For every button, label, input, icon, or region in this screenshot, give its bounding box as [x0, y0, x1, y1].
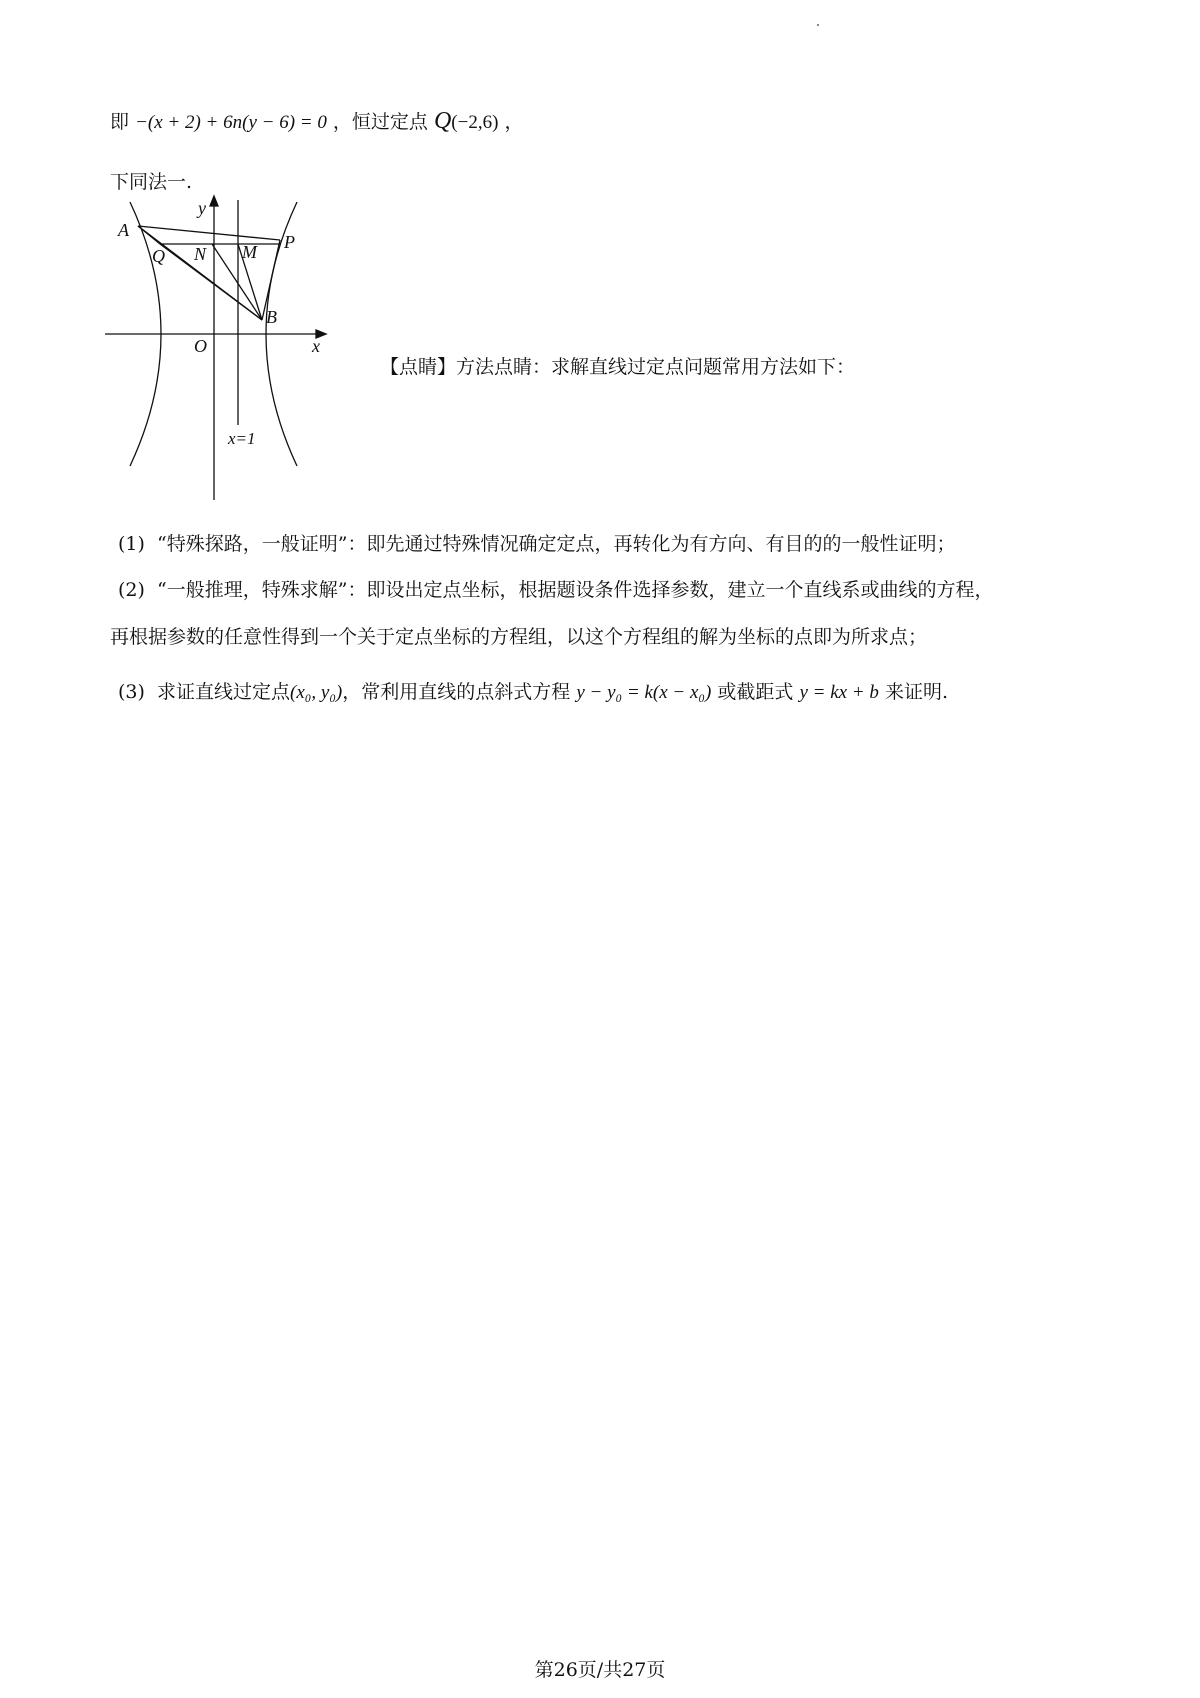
- fixed-point-coords: (x₀, y₀): [290, 682, 343, 703]
- point-q-name: Q: [433, 108, 452, 134]
- item-text-1: 求证直线过定点: [157, 681, 291, 703]
- item-text-4: 来证明.: [884, 681, 948, 703]
- point-slope-equation: y − y₀ = k(x − x₀): [576, 682, 712, 703]
- tip-tag: 【点睛】: [380, 356, 457, 378]
- item-number: (1): [118, 533, 145, 555]
- method-item-2-continued: 再根据参数的任意性得到一个关于定点坐标的方程组，以这个方程组的解为坐标的点即为所求点；: [110, 626, 928, 648]
- prefix-text: 即: [110, 111, 130, 133]
- page-footer: 第26页/共27页: [534, 1659, 666, 1681]
- line1-suffix: ，: [504, 111, 524, 133]
- method-tip: [380, 352, 855, 382]
- item-number: (2): [118, 579, 145, 601]
- item-text: “特殊探路，一般证明”：即先通过特殊情况确定定点，再转化为有方向、有目的的一般性证明；: [157, 533, 956, 555]
- item-text-3: 或截距式: [717, 681, 794, 703]
- label-y: y: [198, 198, 206, 218]
- scan-dot: [817, 24, 819, 26]
- method-item-2: [118, 575, 993, 605]
- label-b: B: [266, 307, 277, 327]
- slope-intercept-equation: y = kx + b: [799, 682, 879, 703]
- segment-aq: [138, 226, 160, 244]
- segment-ap: [138, 226, 280, 240]
- label-x-equals-1: x=1: [228, 429, 256, 448]
- label-q: Q: [152, 246, 165, 266]
- item-text: “一般推理，特殊求解”：即设出定点坐标，根据题设条件选择参数，建立一个直线系或曲线的方程，: [157, 579, 994, 601]
- label-m: M: [242, 242, 257, 262]
- fixed-point-text: ，恒过定点: [332, 111, 428, 133]
- line-family-equation: −(x + 2) + 6n(y − 6) = 0: [135, 112, 327, 133]
- point-q-coords: (−2,6): [451, 112, 499, 133]
- tip-text: 方法点睛：求解直线过定点问题常用方法如下：: [456, 356, 856, 378]
- label-p: P: [284, 232, 295, 252]
- method-item-1: [118, 529, 955, 559]
- item-text-2: ，常利用直线的点斜式方程: [342, 681, 571, 703]
- method-item-3: [118, 677, 948, 708]
- label-n: N: [194, 244, 207, 264]
- hyperbola-figure: [110, 198, 360, 505]
- equation-line: [110, 103, 523, 141]
- item-number: (3): [118, 681, 145, 703]
- same-as-method-one: 下同法一.: [110, 171, 193, 193]
- label-x: x: [312, 336, 320, 356]
- y-axis-arrow: [210, 196, 218, 206]
- label-a: A: [118, 220, 129, 240]
- label-o: O: [194, 336, 207, 356]
